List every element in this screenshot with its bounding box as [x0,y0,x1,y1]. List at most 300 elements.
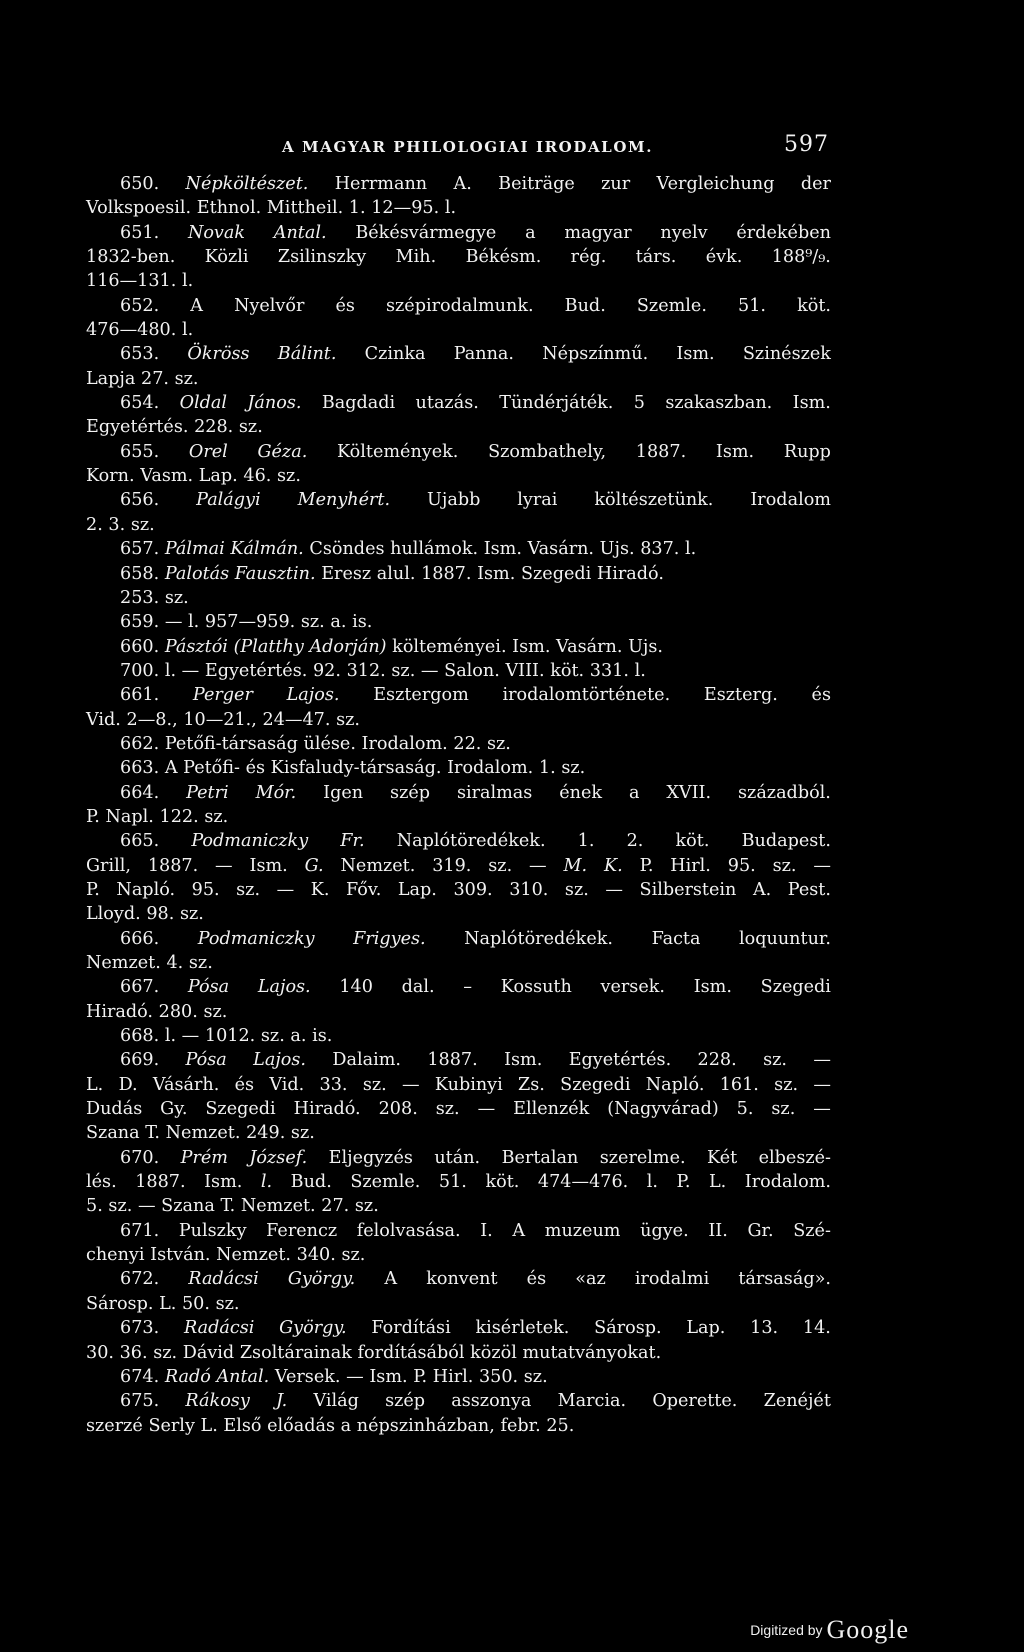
word: Lajos. [286,685,340,706]
word: Herrmann [334,174,428,194]
word: — [137,1196,156,1217]
word: 3. [108,514,126,535]
word: Nemzet. [216,1245,291,1266]
word: köt. [797,295,831,316]
word: P. [639,855,654,876]
word: L. [708,1172,727,1193]
word: sz. [435,1099,460,1120]
word: Első [223,1415,262,1436]
word: l. [634,660,646,681]
text-line [86,635,831,659]
word: kisérletek. [475,1318,570,1339]
word: sz. [290,1123,315,1144]
word: II. [708,1220,728,1241]
text-line [86,610,831,634]
word: lés. [86,1172,117,1193]
word: Bálint. [277,344,337,365]
word: 659. [120,612,160,633]
word: 666. [120,928,160,949]
digitized-credit [750,1615,909,1645]
text-line [86,927,831,951]
word: Eszterg. [703,685,778,706]
word: 95. [191,879,220,900]
word: 674. [120,1366,160,1387]
word: Pálmai [164,539,225,560]
word: T. [220,1196,236,1217]
word: 658. [120,563,160,584]
word: T. [145,1123,161,1144]
word: Ism. [249,855,288,876]
word: Bud. [564,295,606,316]
word: Közli [204,247,249,268]
word: P. [86,806,100,827]
text-line [86,683,831,707]
google-logo: Google [826,1615,909,1644]
word: Irodalom. [361,733,448,754]
word: Kisfaludy-társaság. [270,758,442,779]
word: — [605,879,623,900]
word: 672. [120,1269,160,1290]
word: Vásárh. [152,1074,220,1095]
word: Frigyes. [353,928,426,949]
word: Petri [186,782,229,803]
word: köt. [485,1172,520,1193]
word: magyar [564,222,632,243]
word: «az [575,1269,606,1290]
word: Két [707,1147,738,1168]
word: 51. [438,1172,467,1193]
word: 10—21., [183,709,257,730]
word: 253. [120,587,160,608]
word: 161. [719,1074,759,1095]
word: Menyhért. [297,490,391,511]
word: — [813,1050,831,1071]
word: Rákosy [185,1391,250,1412]
word: Petőfi-társaság [164,733,298,754]
word: köt. [675,831,710,852]
text-line [86,196,831,220]
word: K. [310,879,330,900]
word: K. [603,855,623,876]
word: társ. [635,247,677,268]
word: Lap. [397,879,437,900]
text-line [86,440,831,464]
word: költeményei. [392,636,507,657]
word: Hirl. [432,1366,474,1387]
text-line [86,1219,831,1243]
word: Nyelvőr [234,295,305,316]
word: sz. [391,660,416,681]
word: Dudás [86,1099,143,1120]
word: 280. [158,1001,198,1022]
word: sz. [188,953,213,973]
word: Békésm. [465,247,542,268]
word: Sárosp. [594,1318,662,1339]
word: Igen [323,782,364,803]
word: Ism. [477,563,516,584]
word: sz. [354,1196,379,1217]
word: (Platthy [233,636,304,657]
word: der [800,174,831,194]
word: 350. [478,1366,519,1387]
word: Napl. [105,806,154,827]
word: Naplótöredékek. [396,831,546,852]
word: 655. [120,441,160,462]
word: Ferencz [266,1220,338,1241]
word: Ellenzék [513,1099,590,1120]
word: Ujabb [427,490,481,511]
word: sz. [362,1074,387,1095]
word: 1832-ben. [86,247,176,268]
word: — [813,855,831,876]
word: Szana [86,1123,140,1144]
text-line [86,513,831,537]
word: 664. [120,782,160,803]
word: és [811,685,831,706]
word: Naplótöredékek. [464,928,614,949]
word: sz. [260,1026,285,1047]
word: és [234,1074,255,1095]
text-line [86,1121,831,1145]
word: Irodalom [750,490,831,511]
word: sz. [236,879,261,900]
word: Lap. [686,1318,726,1339]
word: G. [304,855,324,876]
text-line [86,415,831,439]
word: Radácsi [188,1269,259,1290]
word: Bagdadi [321,393,396,414]
word: 663. [120,758,160,779]
word: sz. [561,758,586,779]
word: alul. [376,563,416,584]
text-line [86,756,831,780]
word: 700. [120,660,160,681]
word: Egyetértés. [86,417,189,438]
word: (Nagyvárad) [607,1099,719,1120]
word: Fordítási [371,1318,451,1339]
word: 1887. [635,441,687,462]
word: 51. [738,295,766,316]
word: chenyi [86,1245,145,1266]
text-line [86,172,831,196]
word: Ism. [693,977,732,998]
word: J. [275,1391,288,1412]
word: ének [559,782,603,803]
text-line [86,367,831,391]
text-line [86,708,831,732]
word: 312. [346,660,386,681]
word: irodalomtörténete. [502,685,671,706]
word: sz. [336,709,360,730]
word: L. [200,1415,218,1436]
word: ügye. [640,1220,689,1241]
word: Fausztin. [234,563,316,584]
word: sz. [564,879,589,900]
word: a. [290,1026,307,1047]
word: 1887. [135,1172,186,1193]
word: Kossuth [500,977,572,998]
word: 2—8., [126,709,178,730]
word: 1887. [421,563,472,584]
word: muzeum [544,1220,621,1241]
word: VIII. [505,660,545,681]
word: 95. [727,855,756,876]
word: Adorján) [309,636,387,657]
text-line [86,805,831,829]
word: Szemle. [350,1172,421,1193]
text-line [86,391,831,415]
word: — [181,1026,200,1047]
word: Nemzet. [240,1196,316,1217]
word: konvent [426,1269,498,1290]
word: lyrai [517,490,558,511]
word: 657. [120,539,160,560]
word: századból. [738,782,831,803]
word: sz. [238,417,263,438]
word: l. [181,320,194,341]
word: 340. [296,1245,336,1266]
word: 27. [321,1196,350,1217]
word: Radácsi [183,1318,255,1339]
text-line [86,318,831,342]
text-line [86,1243,831,1267]
word: Népszínmű. [542,344,649,365]
word: 331. [589,660,629,681]
word: Szé- [793,1220,831,1241]
text-line [86,245,831,269]
word: Orel [188,441,228,462]
word: Kálmán. [230,539,304,560]
word: Antal. [273,222,327,243]
text-line [86,586,831,610]
word: Pest. [787,879,831,900]
word: 1012. [204,1026,256,1047]
word: M. [563,855,588,876]
word: 675. [120,1391,160,1412]
text-line [86,269,831,293]
word: Ethnol. [196,198,262,219]
text-line [86,829,831,853]
word: 25. [546,1415,575,1436]
word: Költemények. [337,441,459,462]
word: Szana [161,1196,215,1217]
word: – [463,977,473,998]
word: 46. [243,466,272,487]
word: Ism. [792,393,831,414]
word: Korn. [86,466,135,487]
word: 24—47. [262,709,331,730]
word: dal. [401,977,435,998]
word: 33. [319,1074,348,1095]
text-line [86,1292,831,1316]
word: Szegedi [520,563,592,584]
word: Dávid [182,1342,235,1363]
word: Nemzet. [340,855,416,876]
word: és [245,758,266,779]
word: 651. [120,222,160,243]
word: érdekében [736,222,831,243]
word: 474—476. [537,1172,629,1193]
word: 654. [120,393,160,414]
word: közöl [470,1342,517,1363]
word: Grill, [86,855,131,876]
word: Dalaim. [332,1050,401,1071]
word: Hiradó. [86,1001,154,1022]
word: 188⁹/₉. [771,247,831,268]
word: a [628,782,640,803]
word: Zenéjét [763,1391,831,1412]
word: hullámok. [390,539,479,560]
word: sz. [523,1366,548,1387]
word: szerzé [86,1415,143,1436]
digitized-by-label: Digitized by [750,1622,823,1638]
word: — [813,1074,831,1095]
word: Zs. [518,1074,545,1095]
word: Irodalom. [447,758,534,779]
word: 228. [697,1050,737,1071]
word: Radó [164,1366,211,1387]
word: Ujs. [599,539,635,560]
word: Ism. [512,636,551,657]
word: Vergleichung [656,174,775,194]
word: Zsoltárainak [239,1342,352,1363]
word: — [164,612,183,633]
word: Pásztói [164,636,228,657]
word: Tündérjáték. [499,393,614,414]
word: Népköltészet. [185,174,309,194]
word: Egyetértés. [568,1050,672,1071]
word: Operette. [652,1391,738,1412]
word: sz. [164,587,189,608]
word: Lajos. [257,977,311,998]
word: 662. [120,733,160,754]
word: 673. [120,1318,160,1339]
word: Beiträge [498,174,575,194]
word: Palotás [164,563,230,584]
word: Ujs. [628,636,664,657]
word: — [276,879,295,900]
word: l. [685,539,697,560]
word: Vasárn. [556,636,623,657]
word: Békésvármegye [355,222,497,243]
word: 957—959. [204,612,296,633]
word: A. [453,174,472,194]
word: 652. [120,295,160,316]
word: Marcia. [557,1391,627,1412]
running-title: A MAGYAR PHILOLOGIAI IRODALOM. [282,138,654,156]
word: sz. [203,1001,228,1022]
word: sz. [488,855,513,876]
word: — [181,660,200,681]
word: L. [86,1074,104,1095]
word: Géza. [257,441,308,462]
word: Ism. [715,441,755,462]
text-line [86,1146,831,1170]
word: fordításából [357,1342,465,1363]
word: I. [480,1220,493,1241]
word: 14. [802,1318,831,1339]
text-line [86,659,831,683]
text-line [86,537,831,561]
text-line [86,781,831,805]
word: — [813,1099,831,1120]
word: a. [330,612,347,633]
word: Napló. [645,1074,705,1095]
word: szép [385,1391,426,1412]
word: 310. [509,879,549,900]
word: l. [646,1172,659,1193]
word: Novak [187,222,246,243]
word: Nemzet. [86,953,161,973]
word: Ism. [504,1050,543,1071]
word: Oldal [179,393,227,414]
text-line [86,951,831,975]
word: l. [164,1026,177,1047]
text-line [86,221,831,245]
word: sz. [130,514,155,535]
word: György. [279,1318,347,1339]
word: 50. [181,1293,210,1314]
word: Hirl. [670,855,711,876]
word: Nemzet. [165,1123,241,1144]
word: L. [159,1293,177,1314]
word: Fr. [340,831,365,852]
text-line [86,1414,831,1438]
word: 670. [120,1147,160,1168]
word: Salon. [444,660,500,681]
word: Főv. [346,879,382,900]
word: szakaszban. [665,393,773,414]
word: sz. [300,612,325,633]
text-line [86,1097,831,1121]
word: — [477,1099,496,1120]
word: 837. [640,539,680,560]
word: 36. [119,1342,148,1363]
text-line [86,878,831,902]
word: 4. [166,953,184,973]
word: l. [164,660,177,681]
text-line [86,1341,831,1365]
word: zur [601,174,631,194]
word: D. [118,1074,138,1095]
word: Versek. [274,1366,341,1387]
word: 660. [120,636,160,657]
text-line [86,294,831,318]
word: 309. [453,879,493,900]
word: Prém [180,1147,228,1168]
word: 665. [120,831,160,852]
word: Lajos. [253,1050,306,1071]
word: 27. [141,368,169,389]
text-line [86,562,831,586]
word: Lapja [86,368,136,389]
word: Lloyd. [86,904,141,925]
word: népszinházban, [356,1415,495,1436]
word: A [384,1269,398,1290]
word: Silberstein [639,879,737,900]
word: 140 [339,977,373,998]
word: 5. [736,1099,754,1120]
word: sz. [763,1050,787,1071]
word: — [420,660,439,681]
text-line [86,1194,831,1218]
word: Eljegyzés [328,1147,413,1168]
word: ülése. [303,733,356,754]
page-number: 597 [784,132,829,157]
word: l. [444,198,457,219]
text-line [86,1316,831,1340]
word: Vasm. [140,466,194,487]
